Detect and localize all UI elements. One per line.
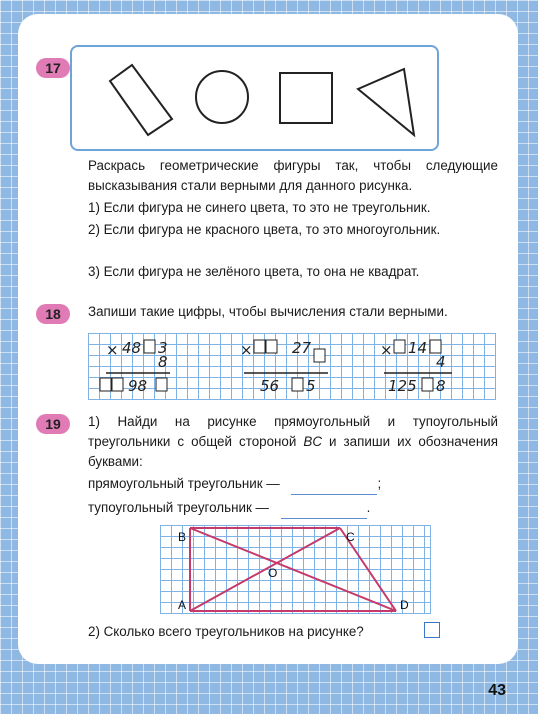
obtuse-triangle-row bbox=[88, 498, 370, 519]
ex1-box2[interactable] bbox=[100, 378, 111, 391]
ex1-box[interactable] bbox=[144, 340, 155, 353]
segment-bd bbox=[190, 528, 396, 611]
triangle-shape[interactable] bbox=[358, 69, 414, 135]
task-18-grid bbox=[88, 333, 496, 400]
ex2-box2[interactable] bbox=[266, 340, 277, 353]
ex2-box4[interactable] bbox=[292, 378, 303, 391]
segment-ac bbox=[190, 528, 340, 611]
task-18-number: 18 bbox=[36, 304, 70, 324]
task-19-number: 19 bbox=[36, 414, 70, 434]
ex1-res: 98 bbox=[128, 377, 148, 395]
ex3-res1: 125 bbox=[388, 377, 417, 395]
task-17-item-1: 1) Если фигура не синего цвета, то это не треугольник. bbox=[88, 200, 431, 215]
task-19-question-2: 2) Сколько всего треугольников на рисунке? bbox=[88, 624, 364, 639]
shapes-panel bbox=[70, 45, 439, 151]
ex1-sign: × bbox=[106, 341, 119, 359]
right-triangle-row bbox=[88, 474, 381, 495]
right-triangle-label: прямоугольный треугольник — bbox=[88, 476, 280, 491]
point-a: A bbox=[178, 598, 187, 612]
point-b: B bbox=[178, 530, 187, 544]
ex3-top: 14 bbox=[408, 339, 428, 357]
ex1-mult: 3 bbox=[158, 339, 168, 357]
ex3-sign: × bbox=[380, 341, 393, 359]
q1-bc: BC bbox=[303, 434, 322, 449]
task-19-question-1 bbox=[88, 412, 498, 472]
ex3-box2[interactable] bbox=[430, 340, 441, 353]
task-17-item-3: 3) Если фигура не зелёного цвета, то она не квадрат. bbox=[88, 264, 420, 279]
right-end: ; bbox=[377, 476, 382, 491]
task-17-item-2: 2) Если фигура не красного цвета, то это многоугольник. bbox=[88, 222, 441, 237]
ex2-top: 27 bbox=[292, 339, 312, 357]
triangle-grid bbox=[160, 525, 431, 614]
ex2-sign: × bbox=[240, 341, 253, 359]
ex3-res2: 8 bbox=[436, 377, 446, 395]
ex1-mult2: 8 bbox=[158, 353, 168, 371]
task-17-number: 17 bbox=[36, 58, 70, 78]
obtuse-end: . bbox=[366, 500, 371, 515]
ex1-box3[interactable] bbox=[112, 378, 123, 391]
obtuse-triangle-label: тупоугольный треугольник — bbox=[88, 500, 269, 515]
multiplication-examples bbox=[88, 333, 495, 399]
q1-text: 1) Найди на рисунке прямоугольный и тупоугольный треугольники с общей стороной bbox=[88, 414, 498, 449]
ex2-box1[interactable] bbox=[254, 340, 265, 353]
ex1-box4[interactable] bbox=[156, 378, 167, 391]
ex3-mult: 4 bbox=[436, 353, 446, 371]
ex2-res1: 56 bbox=[260, 377, 280, 395]
q1-text-b: и запиши их обозначения буквами: bbox=[88, 434, 498, 469]
shapes-drawing bbox=[72, 47, 437, 149]
point-o: O bbox=[268, 566, 278, 580]
right-triangle-answer[interactable] bbox=[291, 474, 377, 495]
triangle-count-box[interactable] bbox=[424, 622, 440, 638]
circle-shape[interactable] bbox=[196, 71, 248, 123]
ex2-box3[interactable] bbox=[314, 349, 325, 362]
ex1-top: 48 bbox=[122, 339, 142, 357]
point-c: C bbox=[346, 530, 355, 544]
obtuse-triangle-answer[interactable] bbox=[281, 498, 367, 519]
ex3-box3[interactable] bbox=[422, 378, 433, 391]
triangle-figure bbox=[160, 525, 430, 613]
task-17-intro: Раскрась геометрические фигуры так, чтобы следующие высказывания стали верными для данного рисунка. bbox=[88, 158, 498, 193]
ex2-res2: 5 bbox=[306, 377, 316, 395]
ex3-box1[interactable] bbox=[394, 340, 405, 353]
task-18-text: Запиши такие цифры, чтобы вычисления стали верными. bbox=[88, 304, 448, 319]
point-d: D bbox=[400, 598, 409, 612]
rectangle-shape[interactable] bbox=[110, 65, 172, 135]
square-shape[interactable] bbox=[280, 73, 332, 123]
page-number: 43 bbox=[488, 682, 506, 699]
